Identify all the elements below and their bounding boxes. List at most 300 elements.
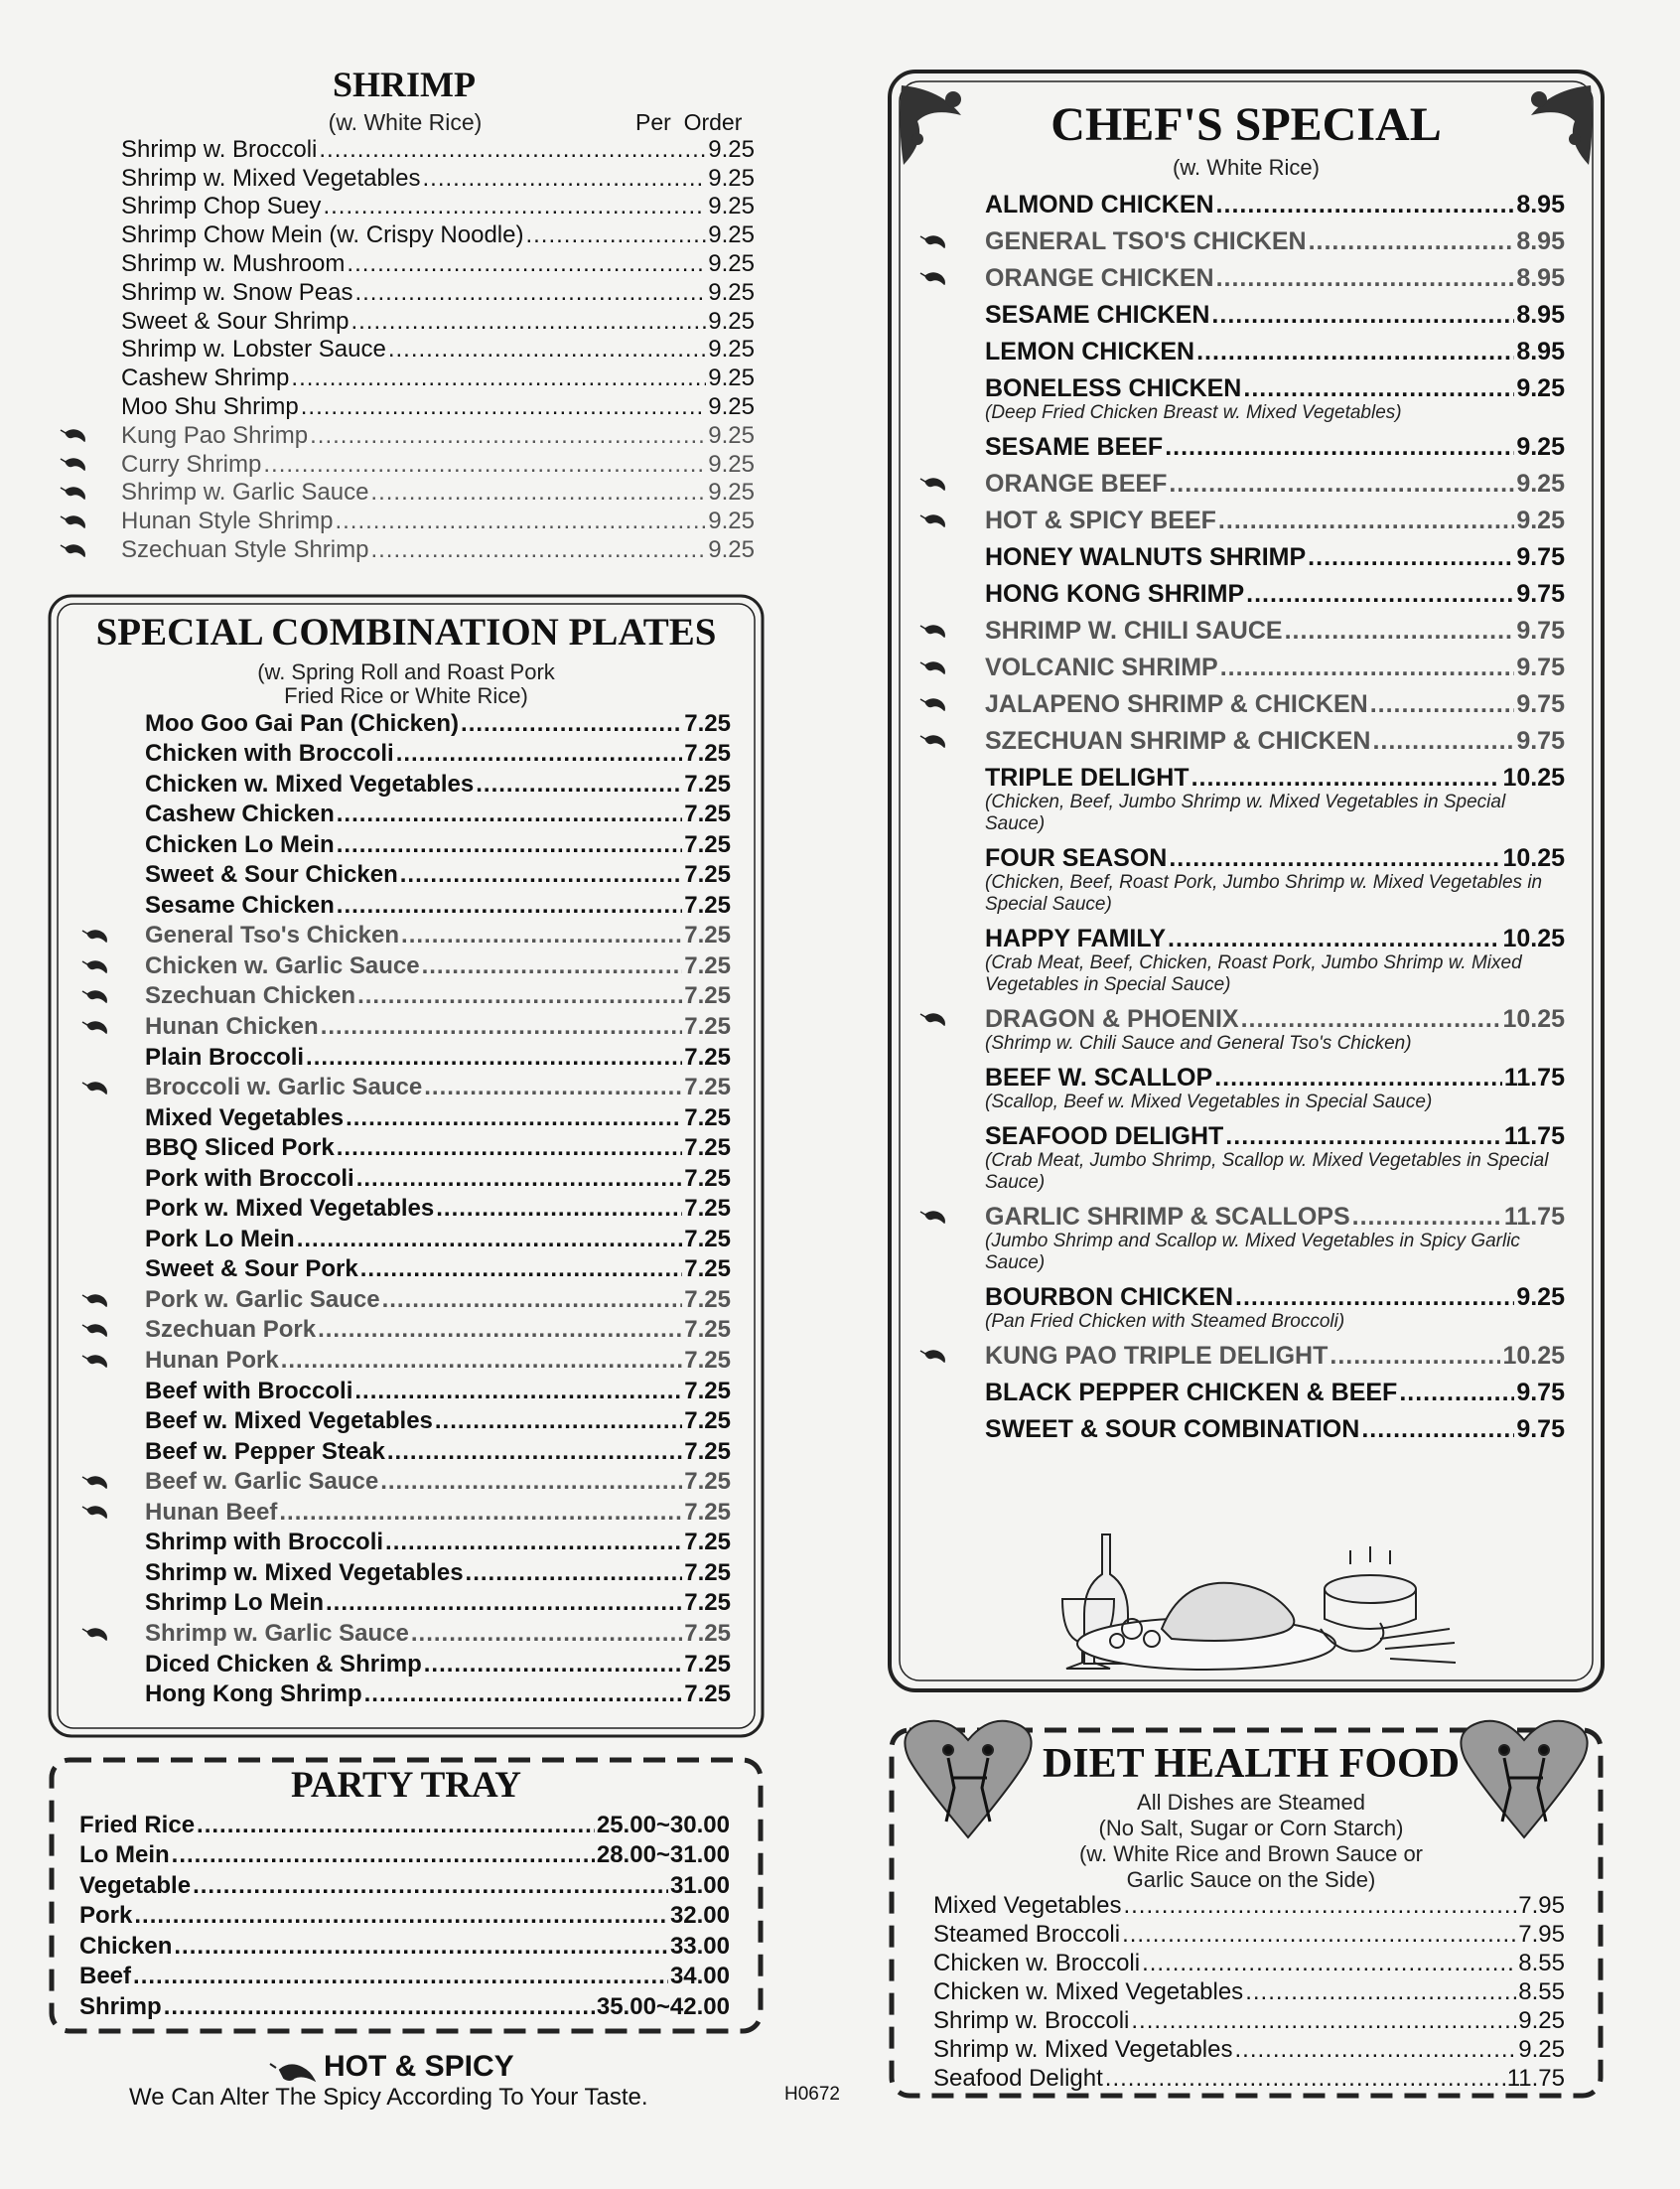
chef-item (985, 654, 1565, 681)
menu-item-row (933, 2035, 1565, 2064)
item-price: 33.00 (669, 1932, 730, 1960)
item-name: Shrimp Lo Mein (145, 1589, 324, 1617)
dot-leader (1211, 301, 1514, 329)
item-name: Shrimp w. Mixed Vegetables (933, 2036, 1233, 2063)
dot-leader (1196, 338, 1514, 365)
chef-item (985, 227, 1565, 255)
item-price: 9.25 (708, 249, 755, 277)
item-name: Cashew Chicken (145, 801, 335, 828)
item-price: 10.25 (1502, 764, 1565, 792)
item-price: 7.25 (684, 1558, 731, 1586)
shrimp-subtitle: (w. White Rice) (328, 109, 483, 135)
item-name: Broccoli w. Garlic Sauce (145, 1074, 423, 1101)
item-price: 8.95 (1516, 227, 1565, 255)
chef-item (985, 338, 1565, 365)
item-name: Fried Rice (79, 1811, 196, 1838)
dot-leader (1243, 374, 1514, 402)
chef-item (985, 301, 1565, 329)
item-price: 9.25 (708, 135, 755, 163)
dot-leader (1169, 470, 1514, 498)
chef-item-row (985, 264, 1565, 292)
item-price: 7.25 (684, 1437, 731, 1465)
chef-item-row (985, 1064, 1565, 1092)
dot-leader (1131, 2007, 1516, 2035)
item-name: Sweet & Sour Shrimp (121, 307, 350, 335)
item-name: General Tso's Chicken (145, 922, 400, 949)
item-name: Chicken with Broccoli (145, 740, 394, 768)
item-name: DRAGON & PHOENIX (985, 1005, 1239, 1033)
item-name: Chicken w. Broccoli (933, 1950, 1141, 1976)
chef-item (985, 580, 1565, 608)
item-description: (Crab Meat, Jumbo Shrimp, Scallop w. Mixed Vegetables in Special Sauce) (985, 1150, 1549, 1193)
item-price: 8.95 (1516, 264, 1565, 292)
per-order-label: Per Order (635, 109, 743, 135)
hot-spicy-pepper-icon (919, 234, 945, 248)
chef-item (985, 1005, 1565, 1055)
item-name: SESAME BEEF (985, 433, 1164, 461)
item-price: 9.25 (708, 365, 755, 392)
item-price: 9.75 (1516, 543, 1565, 571)
item-price: 9.75 (1516, 654, 1565, 681)
item-name: BONELESS CHICKEN (985, 374, 1242, 402)
chef-subtitle: (w. White Rice) (1173, 155, 1320, 180)
dot-leader (1352, 1203, 1502, 1231)
item-price: 7.25 (684, 1074, 731, 1101)
item-name: Shrimp with Broccoli (145, 1529, 384, 1556)
menu-item-row (145, 1649, 731, 1679)
item-price: 9.75 (1516, 727, 1565, 755)
item-price: 7.25 (684, 1285, 731, 1313)
chef-item (985, 543, 1565, 571)
diet-line-3: (w. White Rice and Brown Sauce or (1078, 1841, 1424, 1866)
item-name: Pork (79, 1902, 133, 1929)
chef-item (985, 617, 1565, 645)
chef-item (985, 507, 1565, 534)
item-name: SWEET & SOUR COMBINATION (985, 1415, 1360, 1443)
dot-leader (1370, 690, 1515, 718)
dot-leader (1372, 727, 1514, 755)
item-name: Szechuan Pork (145, 1316, 317, 1344)
menu-item-row (121, 135, 755, 164)
item-name: Shrimp w. Garlic Sauce (145, 1619, 409, 1647)
item-name: Curry Shrimp (121, 450, 262, 478)
item-price: 7.95 (1518, 1892, 1565, 1919)
item-price: 10.25 (1502, 1005, 1565, 1033)
item-name: Beef (79, 1963, 132, 1989)
chef-item (985, 1064, 1565, 1113)
item-name: Steamed Broccoli (933, 1921, 1121, 1948)
item-name: BOURBON CHICKEN (985, 1283, 1233, 1311)
dot-leader (1165, 433, 1514, 461)
item-name: Seafood Delight (933, 2065, 1103, 2092)
chef-item (985, 191, 1565, 219)
item-price: 7.25 (684, 1680, 731, 1708)
item-price: 11.75 (1506, 2065, 1565, 2092)
dot-leader (319, 136, 706, 164)
dot-leader (197, 1811, 595, 1840)
item-name: Chicken (79, 1932, 173, 1960)
item-name: KUNG PAO TRIPLE DELIGHT (985, 1342, 1329, 1370)
item-name: Szechuan Chicken (145, 982, 356, 1010)
item-name: Beef w. Mixed Vegetables (145, 1407, 433, 1435)
menu-item-row (79, 1810, 730, 1840)
hot-spicy-pepper-icon (919, 624, 945, 638)
hot-spicy-pepper-icon (919, 697, 945, 711)
item-price: 7.25 (684, 922, 731, 949)
item-price: 10.25 (1502, 844, 1565, 872)
item-name: Cashew Shrimp (121, 365, 290, 392)
item-price: 9.25 (1516, 1283, 1565, 1311)
item-price: 7.25 (684, 1377, 731, 1404)
dot-leader (1361, 1415, 1514, 1443)
item-price: 9.75 (1516, 617, 1565, 645)
dot-leader (1235, 2036, 1517, 2064)
dot-leader (1216, 191, 1515, 219)
chef-item-row (985, 654, 1565, 681)
item-price: 7.25 (684, 982, 731, 1010)
item-price: 9.25 (708, 307, 755, 335)
menu-item-row (933, 1977, 1565, 2006)
item-name: Shrimp w. Lobster Sauce (121, 336, 386, 364)
chef-item (985, 844, 1565, 916)
diet-line-2: (No Salt, Sugar or Corn Starch) (1098, 1816, 1404, 1840)
dot-leader (424, 1650, 683, 1679)
menu-item-row (933, 1949, 1565, 1977)
item-name: Beef with Broccoli (145, 1377, 353, 1404)
chef-item-row (985, 433, 1565, 461)
dot-leader (1218, 507, 1514, 534)
item-name: LEMON CHICKEN (985, 338, 1195, 365)
menu-item-row (121, 164, 755, 193)
menu-item-row (145, 1497, 731, 1528)
chef-item-row (985, 374, 1565, 402)
dot-leader (380, 1467, 682, 1497)
diet-line-4: Garlic Sauce on the Side) (1126, 1867, 1376, 1892)
item-price: 11.75 (1503, 1064, 1565, 1092)
item-name: ORANGE BEEF (985, 470, 1168, 498)
diet-title: DIET HEALTH FOOD (1042, 1741, 1461, 1787)
item-price: 7.25 (684, 1498, 731, 1526)
chef-item-row (985, 764, 1565, 792)
dot-leader (1308, 543, 1514, 571)
item-price: 7.25 (684, 861, 731, 889)
item-name: SESAME CHICKEN (985, 301, 1210, 329)
dot-leader (466, 1558, 683, 1588)
item-name: Shrimp (79, 1992, 162, 2020)
item-name: SZECHUAN SHRIMP & CHICKEN (985, 727, 1371, 755)
item-name: Diced Chicken & Shrimp (145, 1650, 422, 1678)
chef-item-row (985, 1005, 1565, 1033)
item-name: ORANGE CHICKEN (985, 264, 1214, 292)
hot-spicy-pepper-icon (919, 513, 945, 527)
item-name: Pork Lo Mein (145, 1225, 295, 1252)
item-price: 7.25 (684, 1225, 731, 1252)
item-price: 8.55 (1518, 1978, 1565, 2005)
item-description: (Chicken, Beef, Roast Pork, Jumbo Shrimp w. Mixed Vegetables in Special Sauce) (985, 872, 1543, 915)
item-price: 9.25 (1518, 2036, 1565, 2063)
item-name: GENERAL TSO'S CHICKEN (985, 227, 1307, 255)
spicy-note: We Can Alter The Spicy According To Your Taste. (129, 2084, 648, 2111)
item-name: BBQ Sliced Pork (145, 1134, 335, 1162)
item-name: HAPPY FAMILY (985, 925, 1166, 952)
chef-item (985, 1379, 1565, 1406)
item-price: 7.25 (684, 740, 731, 768)
item-name: Pork with Broccoli (145, 1164, 354, 1192)
chef-item-row (985, 844, 1565, 872)
dot-leader (1169, 844, 1500, 872)
item-price: 9.25 (708, 508, 755, 535)
dot-leader (1122, 1921, 1516, 1949)
item-price: 7.25 (684, 1013, 731, 1041)
item-name: Moo Shu Shrimp (121, 392, 299, 420)
chef-item (985, 1283, 1565, 1333)
item-name: Sweet & Sour Pork (145, 1255, 358, 1283)
item-price: 11.75 (1503, 1122, 1565, 1150)
combo-subtitle-1: (w. Spring Roll and Roast Pork (257, 659, 555, 684)
item-description: (Jumbo Shrimp and Scallop w. Mixed Vegetables in Spicy Garlic Sauce) (985, 1231, 1520, 1273)
item-name: Pork w. Garlic Sauce (145, 1285, 380, 1313)
chef-list (0, 191, 1565, 1452)
dot-leader (1142, 1950, 1516, 1977)
chef-item-row (985, 1203, 1565, 1231)
hot-spicy-pepper-icon (919, 734, 945, 748)
item-price: 9.75 (1516, 1415, 1565, 1443)
chef-item (985, 764, 1565, 835)
item-price: 11.75 (1503, 1203, 1565, 1231)
item-name: Lo Mein (79, 1841, 170, 1868)
item-price: 9.25 (708, 336, 755, 364)
item-name: Szechuan Style Shrimp (121, 535, 369, 563)
item-name: Moo Goo Gai Pan (Chicken) (145, 709, 460, 737)
item-price: 9.75 (1516, 1379, 1565, 1406)
hot-spicy-pepper-icon (919, 1349, 945, 1363)
heart-dancers-right (1461, 1721, 1587, 1837)
chef-item-row (985, 1283, 1565, 1311)
party-title: PARTY TRAY (290, 1765, 522, 1806)
item-name: Shrimp w. Broccoli (933, 2007, 1130, 2034)
item-description: (Crab Meat, Beef, Chicken, Roast Pork, Jumbo Shrimp w. Mixed Vegetables in Special Sauce) (985, 952, 1522, 995)
item-price: 9.75 (1516, 580, 1565, 608)
menu-item-row (145, 1528, 731, 1558)
item-price: 9.25 (708, 392, 755, 420)
dot-leader (326, 1588, 682, 1618)
item-price: 9.25 (708, 421, 755, 449)
item-price: 7.25 (684, 1255, 731, 1283)
item-description: (Pan Fried Chicken with Steamed Broccoli) (985, 1311, 1345, 1332)
dot-leader (1225, 1122, 1502, 1150)
item-name: GARLIC SHRIMP & SCALLOPS (985, 1203, 1350, 1231)
hot-spicy-pepper-icon (81, 1505, 107, 1519)
item-price: 7.25 (684, 951, 731, 979)
item-name: TRIPLE DELIGHT (985, 764, 1190, 792)
chef-item-row (985, 1342, 1565, 1370)
chef-item-row (985, 690, 1565, 718)
item-name: Beef w. Pepper Steak (145, 1437, 385, 1465)
dot-leader (1214, 1064, 1502, 1092)
dot-leader (1105, 2065, 1505, 2093)
item-name: VOLCANIC SHRIMP (985, 654, 1218, 681)
chef-item (985, 264, 1565, 292)
chef-item (985, 433, 1565, 461)
item-price: 32.00 (669, 1902, 730, 1929)
item-name: Shrimp Chop Suey (121, 193, 322, 220)
dot-leader (411, 1619, 682, 1649)
item-price: 28.00~31.00 (596, 1841, 730, 1868)
chef-item-row (985, 1379, 1565, 1406)
menu-item-row (933, 2006, 1565, 2035)
dot-leader (385, 1528, 682, 1557)
chef-item (985, 690, 1565, 718)
item-name: Sweet & Sour Chicken (145, 861, 398, 889)
item-price: 8.55 (1518, 1950, 1565, 1976)
dot-leader (172, 1840, 595, 1870)
menu-item-row (145, 1467, 731, 1498)
shrimp-title: SHRIMP (333, 65, 476, 104)
item-price: 9.25 (708, 221, 755, 249)
item-name: JALAPENO SHRIMP & CHICKEN (985, 690, 1368, 718)
chef-item (985, 1122, 1565, 1194)
hot-spicy-pepper-icon (919, 1012, 945, 1026)
item-name: Shrimp w. Garlic Sauce (121, 479, 369, 507)
item-name: SHRIMP W. CHILI SAUCE (985, 617, 1283, 645)
item-price: 7.25 (684, 1316, 731, 1344)
chef-item (985, 727, 1565, 755)
item-description: (Deep Fried Chicken Breast w. Mixed Vegetables) (985, 402, 1402, 423)
dot-leader (1285, 617, 1515, 645)
item-name: Hong Kong Shrimp (145, 1680, 362, 1708)
item-price: 9.25 (1516, 433, 1565, 461)
dot-leader (1123, 1892, 1516, 1920)
chef-item (985, 470, 1565, 498)
item-description: (Chicken, Beef, Jumbo Shrimp w. Mixed Vegetables in Special Sauce) (985, 792, 1506, 834)
menu-code: H0672 (784, 2084, 840, 2105)
item-price: 9.25 (708, 535, 755, 563)
combo-subtitle-2: Fried Rice or White Rice) (284, 683, 528, 708)
menu-item-row (933, 2064, 1565, 2093)
dot-leader (279, 1498, 682, 1528)
item-description: (Shrimp w. Chili Sauce and General Tso's Chicken) (985, 1033, 1412, 1054)
item-name: Hunan Chicken (145, 1013, 319, 1041)
item-price: 9.25 (708, 278, 755, 306)
chef-item-row (985, 543, 1565, 571)
dot-leader (364, 1679, 683, 1709)
item-price: 10.25 (1502, 925, 1565, 952)
dot-leader (1168, 925, 1500, 952)
item-name: Shrimp w. Snow Peas (121, 278, 353, 306)
chef-title: CHEF'S SPECIAL (1050, 98, 1442, 151)
item-name: Vegetable (79, 1871, 192, 1899)
diet-list (0, 1891, 1565, 2093)
menu-item-row (933, 1920, 1565, 1949)
item-price: 7.25 (684, 1589, 731, 1617)
item-price: 7.25 (684, 1529, 731, 1556)
item-price: 7.25 (684, 1468, 731, 1496)
item-name: Mixed Vegetables (933, 1892, 1122, 1919)
item-price: 9.25 (1516, 470, 1565, 498)
dot-leader (1216, 264, 1515, 292)
chef-item-row (985, 470, 1565, 498)
hot-spicy-pepper-icon (81, 1627, 107, 1641)
dot-leader (1235, 1283, 1514, 1311)
item-name: Chicken w. Mixed Vegetables (145, 770, 475, 798)
menu-item-row (933, 1891, 1565, 1920)
chef-item-row (985, 1122, 1565, 1150)
item-price: 7.25 (684, 891, 731, 919)
item-name: BEEF W. SCALLOP (985, 1064, 1213, 1092)
chef-item (985, 925, 1565, 996)
menu-item-row (145, 1679, 731, 1710)
item-name: Shrimp w. Mushroom (121, 249, 346, 277)
item-price: 7.25 (684, 1103, 731, 1131)
menu-item-row (145, 1588, 731, 1619)
item-name: Shrimp w. Mixed Vegetables (121, 164, 421, 192)
dot-leader (1220, 654, 1515, 681)
chef-item (985, 1203, 1565, 1274)
chef-item (985, 1415, 1565, 1443)
chef-item-row (985, 580, 1565, 608)
item-name: FOUR SEASON (985, 844, 1168, 872)
item-price: 34.00 (669, 1963, 730, 1989)
item-name: Hunan Pork (145, 1347, 279, 1375)
item-price: 35.00~42.00 (596, 1992, 730, 2020)
item-name: Shrimp Chow Mein (w. Crispy Noodle) (121, 221, 524, 249)
dot-leader (1241, 1005, 1501, 1033)
menu-item-row (145, 1557, 731, 1588)
item-description: (Scallop, Beef w. Mixed Vegetables in Special Sauce) (985, 1092, 1433, 1112)
chef-item-row (985, 301, 1565, 329)
item-price: 9.25 (708, 164, 755, 192)
hot-spicy-pepper-icon (919, 660, 945, 674)
hot-spicy-pepper-icon (919, 1210, 945, 1224)
chef-item-row (985, 191, 1565, 219)
item-name: ALMOND CHICKEN (985, 191, 1214, 219)
chef-item-row (985, 1415, 1565, 1443)
item-name: Hunan Style Shrimp (121, 508, 334, 535)
item-name: Chicken Lo Mein (145, 830, 335, 858)
item-price: 7.25 (684, 1347, 731, 1375)
dot-leader (1309, 227, 1515, 255)
item-price: 7.25 (684, 830, 731, 858)
item-name: Kung Pao Shrimp (121, 421, 309, 449)
menu-item-row (145, 1618, 731, 1649)
food-illustration (1062, 1534, 1456, 1670)
item-name: BLACK PEPPER CHICKEN & BEEF (985, 1379, 1398, 1406)
item-price: 9.75 (1516, 690, 1565, 718)
combo-title: SPECIAL COMBINATION PLATES (95, 611, 717, 654)
item-name: Chicken w. Mixed Vegetables (933, 1978, 1244, 2005)
chef-item-row (985, 925, 1565, 952)
item-price: 7.95 (1518, 1921, 1565, 1948)
item-name: HONEY WALNUTS SHRIMP (985, 543, 1307, 571)
chef-item-row (985, 227, 1565, 255)
dot-leader (1246, 580, 1514, 608)
item-name: Shrimp w. Mixed Vegetables (145, 1558, 464, 1586)
chef-item (985, 1342, 1565, 1370)
item-price: 7.25 (684, 1195, 731, 1223)
item-name: Shrimp w. Broccoli (121, 135, 318, 163)
item-name: Pork w. Mixed Vegetables (145, 1195, 435, 1223)
item-price: 7.25 (684, 1619, 731, 1647)
item-name: Hunan Beef (145, 1498, 278, 1526)
item-price: 8.95 (1516, 338, 1565, 365)
item-price: 7.25 (684, 1164, 731, 1192)
item-price: 31.00 (669, 1871, 730, 1899)
item-name: Beef w. Garlic Sauce (145, 1468, 379, 1496)
item-price: 9.25 (1516, 374, 1565, 402)
dot-leader (1330, 1342, 1500, 1370)
item-name: HONG KONG SHRIMP (985, 580, 1245, 608)
hot-spicy-pepper-icon (81, 1475, 107, 1489)
